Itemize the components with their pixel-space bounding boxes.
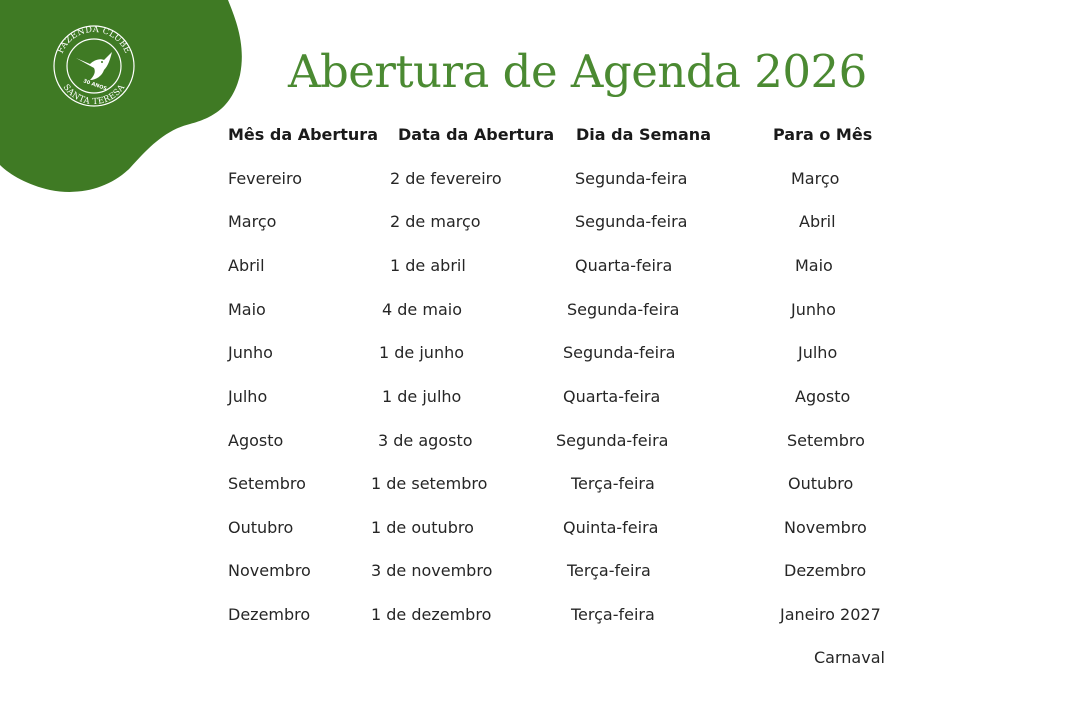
table-cell-date: 2 de março bbox=[390, 212, 481, 231]
table-cell-weekday: Segunda-feira bbox=[556, 431, 669, 450]
table-cell-target-month: Setembro bbox=[787, 431, 865, 450]
table-cell-date: 1 de abril bbox=[390, 256, 466, 275]
table-cell-target-month: Março bbox=[791, 169, 840, 188]
table-cell-month: Fevereiro bbox=[228, 169, 303, 188]
svg-text:FAZENDA CLUBE bbox=[56, 25, 132, 55]
logo-bottom-text: SANTA TERESA bbox=[60, 82, 128, 108]
table-cell-month: Abril bbox=[228, 256, 265, 275]
column-header-month: Mês da Abertura bbox=[228, 125, 378, 144]
table-cell-weekday: Quinta-feira bbox=[563, 518, 659, 537]
table-cell-weekday: Quarta-feira bbox=[563, 387, 661, 406]
table-cell-target-month: Julho bbox=[798, 343, 838, 362]
table-cell-weekday: Terça-feira bbox=[571, 605, 655, 624]
table-cell-target-month: Agosto bbox=[795, 387, 851, 406]
logo-badge-text: 30 ANOS bbox=[82, 78, 108, 93]
table-cell-target-month: Abril bbox=[799, 212, 836, 231]
table-cell-date: 1 de julho bbox=[382, 387, 462, 406]
table-cell-month: Julho bbox=[228, 387, 268, 406]
column-header-date: Data da Abertura bbox=[398, 125, 555, 144]
column-header-target-month: Para o Mês bbox=[773, 125, 873, 144]
table-cell-date: 1 de junho bbox=[379, 343, 465, 362]
table-cell-month: Maio bbox=[228, 300, 266, 319]
table-cell-month: Agosto bbox=[228, 431, 284, 450]
table-cell-month: Março bbox=[228, 212, 277, 231]
table-cell-month: Outubro bbox=[228, 518, 294, 537]
column-header-weekday: Dia da Semana bbox=[576, 125, 711, 144]
table-cell-target-month: Janeiro 2027 bbox=[780, 605, 881, 624]
table-cell-weekday: Segunda-feira bbox=[567, 300, 680, 319]
table-cell-month: Junho bbox=[228, 343, 273, 362]
table-cell-date: 1 de setembro bbox=[371, 474, 488, 493]
table-cell-date: 1 de dezembro bbox=[371, 605, 492, 624]
table-cell-weekday: Segunda-feira bbox=[575, 212, 688, 231]
table-cell-month: Novembro bbox=[228, 561, 311, 580]
table-cell-month: Setembro bbox=[228, 474, 306, 493]
table-cell-target-month: Maio bbox=[795, 256, 833, 275]
table-cell-date: 3 de agosto bbox=[378, 431, 473, 450]
table-cell-weekday: Quarta-feira bbox=[575, 256, 673, 275]
fazenda-clube-logo bbox=[50, 22, 138, 110]
table-cell-weekday: Terça-feira bbox=[571, 474, 655, 493]
table-cell-month: Dezembro bbox=[228, 605, 311, 624]
page-title: Abertura de Agenda 2026 bbox=[288, 45, 867, 98]
table-cell-date: 2 de fevereiro bbox=[390, 169, 502, 188]
hummingbird-icon bbox=[76, 52, 112, 80]
table-cell-weekday: Terça-feira bbox=[567, 561, 651, 580]
table-cell-target-month: Junho bbox=[791, 300, 836, 319]
table-cell-target-month: Novembro bbox=[784, 518, 867, 537]
table-cell-date: 3 de novembro bbox=[371, 561, 493, 580]
table-cell-target-month: Dezembro bbox=[784, 561, 867, 580]
table-cell-target-month: Outubro bbox=[788, 474, 854, 493]
table-footnote-carnaval: Carnaval bbox=[814, 648, 885, 667]
table-cell-date: 4 de maio bbox=[382, 300, 462, 319]
table-cell-weekday: Segunda-feira bbox=[563, 343, 676, 362]
table-cell-date: 1 de outubro bbox=[371, 518, 474, 537]
logo-top-text: FAZENDA CLUBE bbox=[55, 24, 133, 56]
table-cell-weekday: Segunda-feira bbox=[575, 169, 688, 188]
